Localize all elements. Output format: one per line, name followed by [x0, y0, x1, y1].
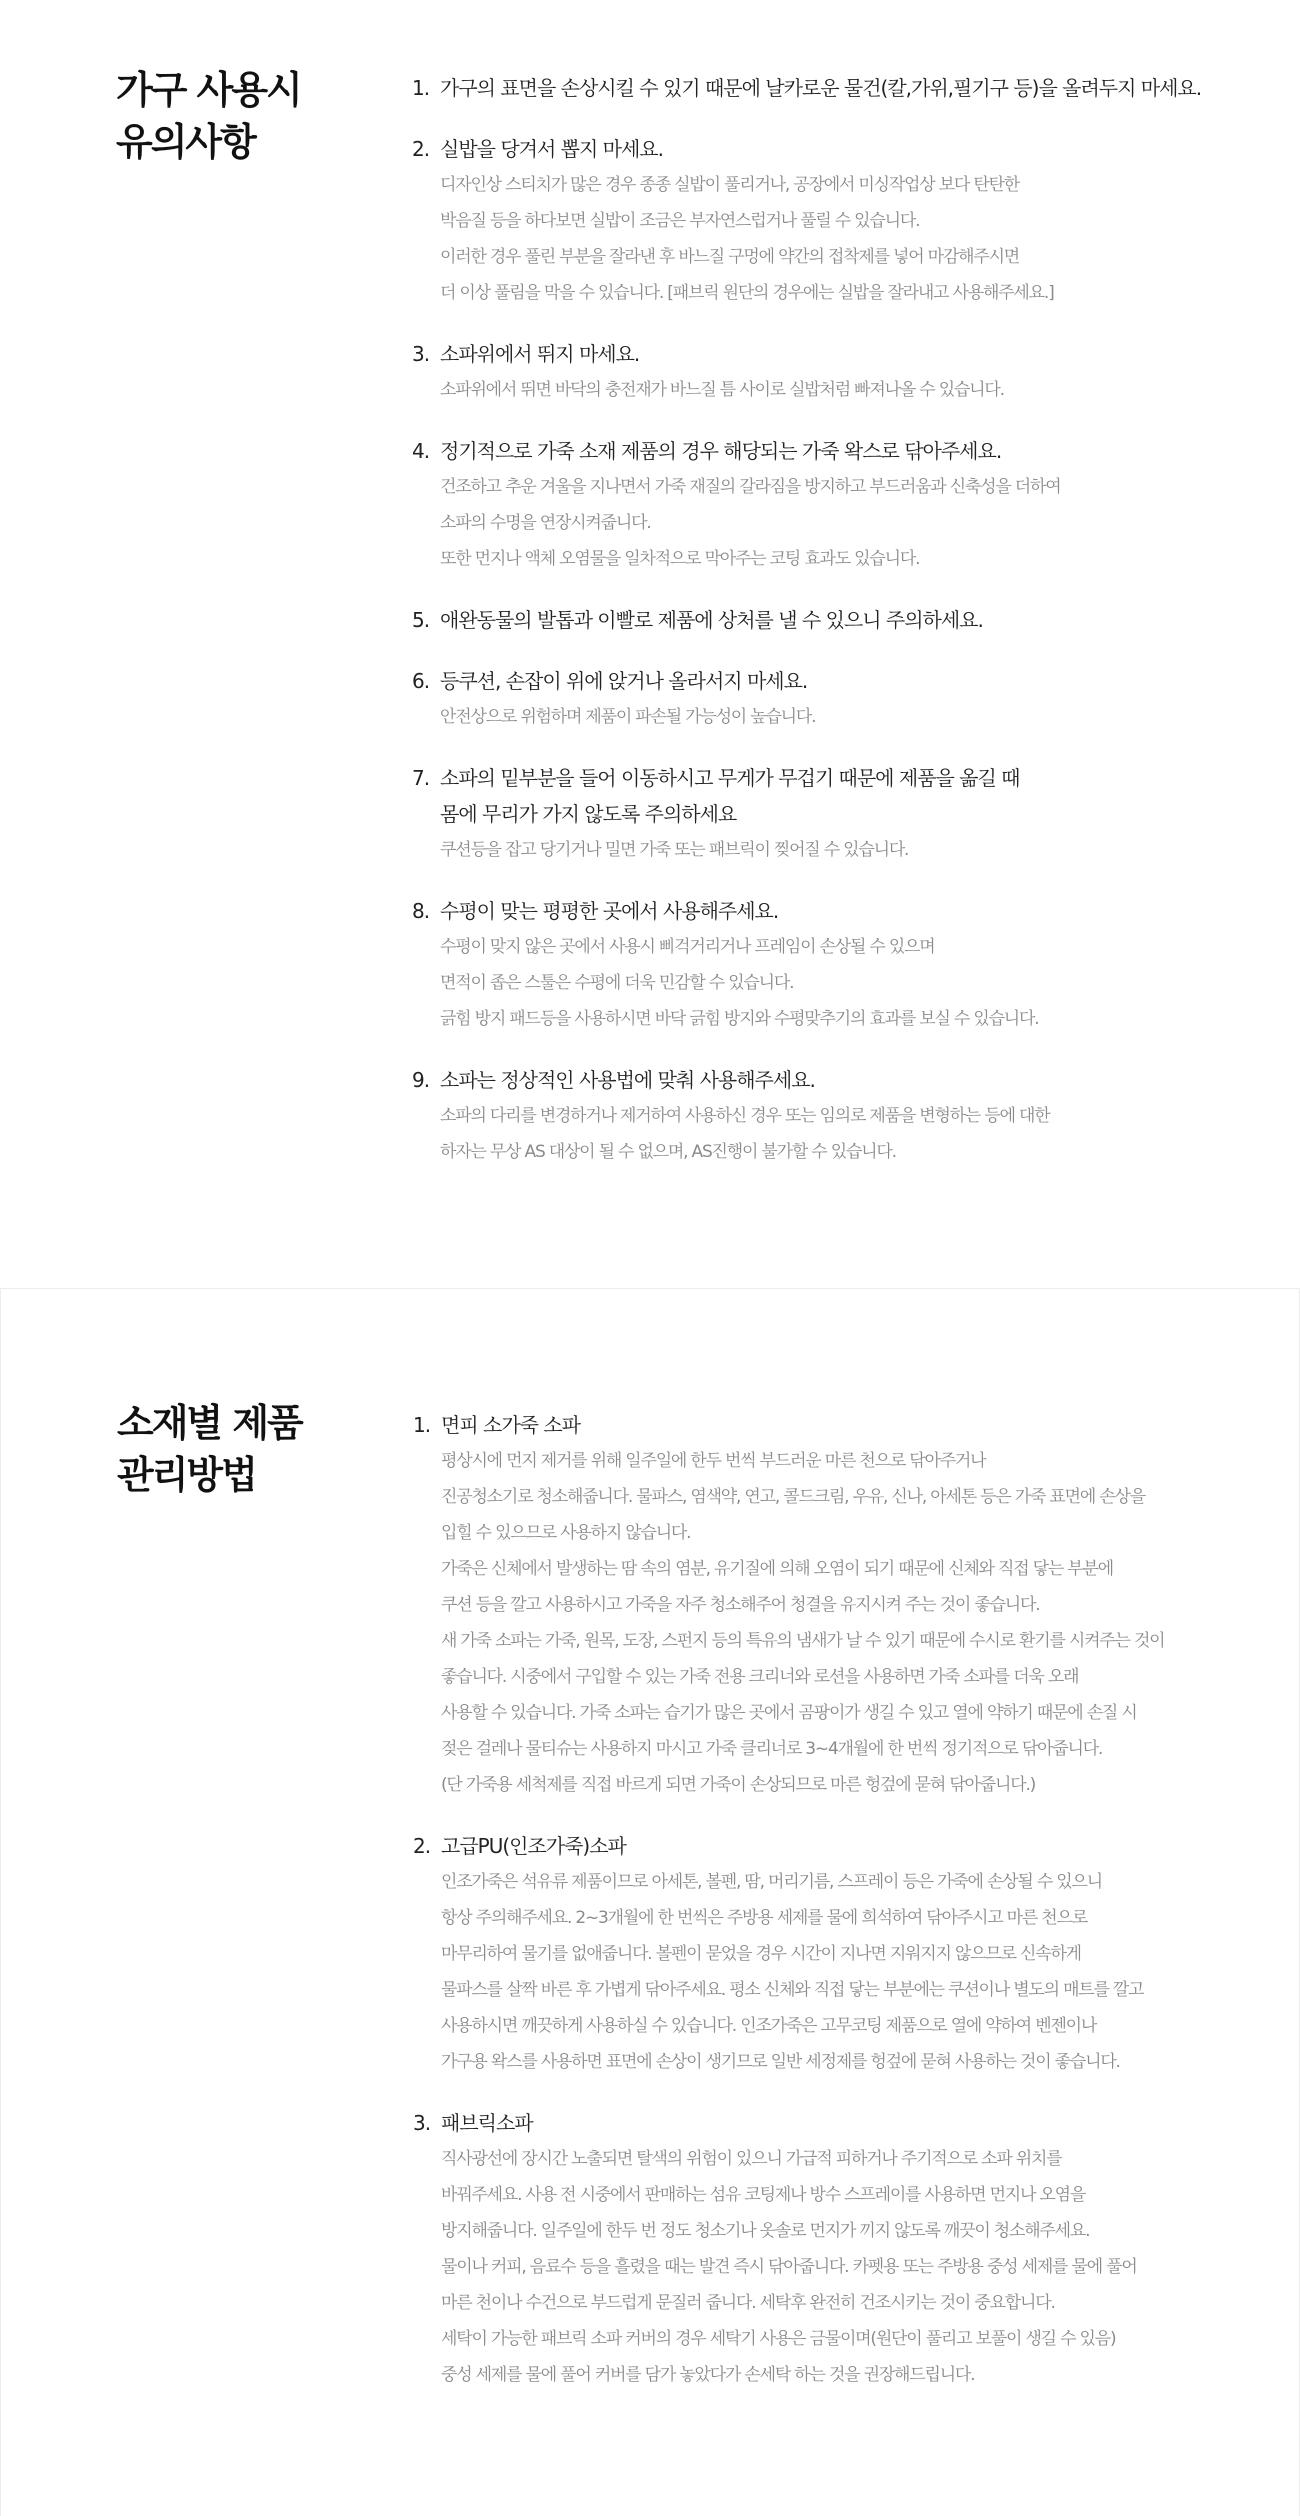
- list-item: [412, 602, 1262, 638]
- item-heading: [413, 1828, 1263, 1864]
- description-line: 소파의 수명을 연장시켜줍니다.: [440, 513, 651, 533]
- item-heading: [412, 131, 1262, 167]
- material-care-section: [0, 1288, 1300, 2516]
- item-description: [412, 469, 1262, 577]
- item-heading: [412, 1062, 1262, 1098]
- description-line: 수평이 맞지 않은 곳에서 사용시 삐걱거리거나 프레임이 손상될 수 있으며: [440, 937, 935, 957]
- section-title: [117, 1397, 302, 1501]
- section-title-line2: 유의사항: [116, 120, 255, 164]
- item-title: 패브릭소파: [441, 2111, 533, 2135]
- item-title: 소파는 정상적인 사용법에 맞춰 사용해주세요.: [440, 1068, 815, 1092]
- precautions-list: [412, 70, 1262, 1195]
- list-item: [412, 336, 1262, 408]
- description-line: 인조가죽은 석유류 제품이므로 아세톤, 볼펜, 땀, 머리기름, 스프레이 등은 가죽에 손상될 수 있으니: [441, 1872, 1102, 1892]
- item-number: 4.: [412, 439, 430, 463]
- description-line: 박음질 등을 하다보면 실밥이 조금은 부자연스럽거나 풀릴 수 있습니다.: [440, 211, 920, 231]
- item-title: 수평이 맞는 평평한 곳에서 사용해주세요.: [440, 899, 779, 923]
- item-number: 1.: [412, 76, 430, 100]
- description-line: 방지해줍니다. 일주일에 한두 번 정도 청소기나 옷솔로 먼지가 끼지 않도록 깨끗이 청소해주세요.: [441, 2221, 1090, 2241]
- description-line: 소파위에서 뛰면 바닥의 충전재가 바느질 틈 사이로 실밥처럼 빠져나올 수 있습니다.: [440, 380, 1004, 400]
- item-heading: [412, 663, 1262, 699]
- item-description: [412, 372, 1262, 408]
- list-item: [412, 131, 1262, 311]
- item-description: [412, 929, 1262, 1037]
- item-title: 애완동물의 발톱과 이빨로 제품에 상처를 낼 수 있으니 주의하세요.: [440, 608, 983, 632]
- description-line: 진공청소기로 청소해줍니다. 물파스, 염색약, 연고, 콜드크림, 우유, 신나, 아세톤 등은 가죽 표면에 손상을: [441, 1487, 1145, 1507]
- item-number: 2.: [412, 137, 430, 161]
- section-title: [116, 64, 301, 168]
- item-number: 9.: [412, 1068, 430, 1092]
- description-line: 바꿔주세요. 사용 전 시중에서 판매하는 섬유 코팅제나 방수 스프레이를 사용하면 먼지나 오염을: [441, 2185, 1086, 2205]
- description-line: 또한 먼지나 액체 오염물을 일차적으로 막아주는 코팅 효과도 있습니다.: [440, 549, 920, 569]
- description-line: 디자인상 스티치가 많은 경우 종종 실밥이 풀리거나, 공장에서 미싱작업상 보다 탄탄한: [440, 175, 1020, 195]
- item-number: 7.: [412, 766, 430, 790]
- description-line: 소파의 다리를 변경하거나 제거하여 사용하신 경우 또는 임의로 제품을 변형하는 등에 대한: [440, 1106, 1050, 1126]
- item-title: 소파위에서 뛰지 마세요.: [440, 342, 640, 366]
- description-line: 물파스를 살짝 바른 후 가볍게 닦아주세요. 평소 신체와 직접 닿는 부분에는 쿠션이나 별도의 매트를 깔고: [441, 1980, 1144, 2000]
- item-heading: [412, 433, 1262, 469]
- item-title: 고급PU(인조가죽)소파: [441, 1834, 626, 1858]
- description-line: 새 가죽 소파는 가죽, 원목, 도장, 스펀지 등의 특유의 냄새가 날 수 있기 때문에 수시로 환기를 시켜주는 것이: [441, 1631, 1165, 1651]
- list-item: [412, 433, 1262, 577]
- item-number: 1.: [413, 1413, 431, 1437]
- list-item: [413, 1828, 1263, 2080]
- list-item: [412, 760, 1262, 868]
- item-heading: [412, 70, 1262, 106]
- item-number: 6.: [412, 669, 430, 693]
- description-line: 좋습니다. 시중에서 구입할 수 있는 가죽 전용 크리너와 로션을 사용하면 가죽 소파를 더욱 오래: [441, 1667, 1079, 1687]
- description-line: 입힐 수 있으므로 사용하지 않습니다.: [441, 1523, 691, 1543]
- item-heading: [412, 336, 1262, 372]
- item-heading: [412, 760, 1262, 796]
- list-item: [412, 1062, 1262, 1170]
- care-list: [413, 1407, 1263, 2418]
- item-description: [413, 1864, 1263, 2080]
- list-item: [413, 1407, 1263, 1803]
- item-number: 8.: [412, 899, 430, 923]
- item-heading: [412, 602, 1262, 638]
- item-number: 3.: [412, 342, 430, 366]
- description-line: 마무리하여 물기를 없애줍니다. 볼펜이 묻었을 경우 시간이 지나면 지워지지 않으므로 신속하게: [441, 1944, 1081, 1964]
- description-line: 젖은 걸레나 물티슈는 사용하지 마시고 가죽 클리너로 3~4개월에 한 번씩 정기적으로 닦아줍니다.: [441, 1739, 1103, 1759]
- item-title: 등쿠션, 손잡이 위에 앉거나 올라서지 마세요.: [440, 669, 808, 693]
- item-description: [412, 1098, 1262, 1170]
- description-line: 건조하고 추운 겨울을 지나면서 가죽 재질의 갈라짐을 방지하고 부드러움과 신축성을 더하여: [440, 477, 1061, 497]
- description-line: 긁힘 방지 패드등을 사용하시면 바닥 긁힘 방지와 수평맞추기의 효과를 보실 수 있습니다.: [440, 1009, 1039, 1029]
- item-heading: [412, 893, 1262, 929]
- section-title-line1: 가구 사용시: [116, 68, 301, 112]
- list-item: [412, 663, 1262, 735]
- description-line: 하자는 무상 AS 대상이 될 수 없으며, AS진행이 불가할 수 있습니다.: [440, 1142, 896, 1162]
- description-line: 사용할 수 있습니다. 가죽 소파는 습기가 많은 곳에서 곰팡이가 생길 수 있고 열에 약하기 때문에 손질 시: [441, 1703, 1137, 1723]
- description-line: 쿠션 등을 깔고 사용하시고 가죽을 자주 청소해주어 청결을 유지시켜 주는 것이 좋습니다.: [441, 1595, 1040, 1615]
- section-title-line2: 관리방법: [117, 1453, 256, 1497]
- description-line: 이러한 경우 풀린 부분을 잘라낸 후 바느질 구멍에 약간의 접착제를 넣어 마감해주시면: [440, 247, 1020, 267]
- item-number: 3.: [413, 2111, 431, 2135]
- description-line: (단 가죽용 세척제를 직접 바르게 되면 가죽이 손상되므로 마른 헝겊에 묻혀 닦아줍니다.): [441, 1775, 1036, 1795]
- item-number: 5.: [412, 608, 430, 632]
- description-line: 항상 주의해주세요. 2~3개월에 한 번씩은 주방용 세제를 물에 희석하여 닦아주시고 마른 천으로: [441, 1908, 1087, 1928]
- item-heading: [413, 1407, 1263, 1443]
- item-description: [413, 1443, 1263, 1803]
- list-item: [412, 70, 1262, 106]
- item-title: 면피 소가죽 소파: [441, 1413, 580, 1437]
- list-item: [412, 893, 1262, 1037]
- description-line: 마른 천이나 수건으로 부드럽게 문질러 줍니다. 세탁후 완전히 건조시키는 것이 중요합니다.: [441, 2293, 1055, 2313]
- item-title: 가구의 표면을 손상시킬 수 있기 때문에 날카로운 물건(칼,가위,필기구 등)을 올려두지 마세요.: [440, 76, 1202, 100]
- description-line: 직사광선에 장시간 노출되면 탈색의 위험이 있으니 가급적 피하거나 주기적으로 소파 위치를: [441, 2149, 1062, 2169]
- description-line: 안전상으로 위험하며 제품이 파손될 가능성이 높습니다.: [440, 707, 816, 727]
- description-line: 세탁이 가능한 패브릭 소파 커버의 경우 세탁기 사용은 금물이며(원단이 풀리고 보풀이 생길 수 있음): [441, 2329, 1116, 2349]
- description-line: 사용하시면 깨끗하게 사용하실 수 있습니다. 인조가죽은 고무코팅 제품으로 열에 약하여 벤젠이나: [441, 2016, 1097, 2036]
- item-heading: [413, 2105, 1263, 2141]
- description-line: 면적이 좁은 스툴은 수평에 더욱 민감할 수 있습니다.: [440, 973, 794, 993]
- description-line: 중성 세제를 물에 풀어 커버를 담가 놓았다가 손세탁 하는 것을 권장해드립니다.: [441, 2365, 975, 2385]
- description-line: 가구용 왁스를 사용하면 표면에 손상이 생기므로 일반 세정제를 헝겊에 묻혀 사용하는 것이 좋습니다.: [441, 2052, 1120, 2072]
- description-line: 평상시에 먼지 제거를 위해 일주일에 한두 번씩 부드러운 마른 천으로 닦아주거나: [441, 1451, 986, 1471]
- item-title: 정기적으로 가죽 소재 제품의 경우 해당되는 가죽 왁스로 닦아주세요.: [440, 439, 1002, 463]
- item-description: [412, 832, 1262, 868]
- item-number: 2.: [413, 1834, 431, 1858]
- list-item: [413, 2105, 1263, 2393]
- description-line: 쿠션등을 잡고 당기거나 밀면 가죽 또는 패브릭이 찢어질 수 있습니다.: [440, 840, 909, 860]
- item-title-continued: 몸에 무리가 가지 않도록 주의하세요: [440, 802, 737, 826]
- item-description: [412, 167, 1262, 311]
- description-line: 가죽은 신체에서 발생하는 땀 속의 염분, 유기질에 의해 오염이 되기 때문에 신체와 직접 닿는 부분에: [441, 1559, 1113, 1579]
- description-line: 물이나 커피, 음료수 등을 흘렸을 때는 발견 즉시 닦아줍니다. 카펫용 또는 주방용 중성 세제를 물에 풀어: [441, 2257, 1137, 2277]
- item-description: [412, 699, 1262, 735]
- description-line: 더 이상 풀림을 막을 수 있습니다. [패브릭 원단의 경우에는 실밥을 잘라내고 사용해주세요.]: [440, 283, 1054, 303]
- item-description: [413, 2141, 1263, 2393]
- section-title-line1: 소재별 제품: [117, 1401, 302, 1445]
- item-title: 실밥을 당겨서 뽑지 마세요.: [440, 137, 663, 161]
- item-title: 소파의 밑부분을 들어 이동하시고 무게가 무겁기 때문에 제품을 옮길 때: [440, 766, 1020, 790]
